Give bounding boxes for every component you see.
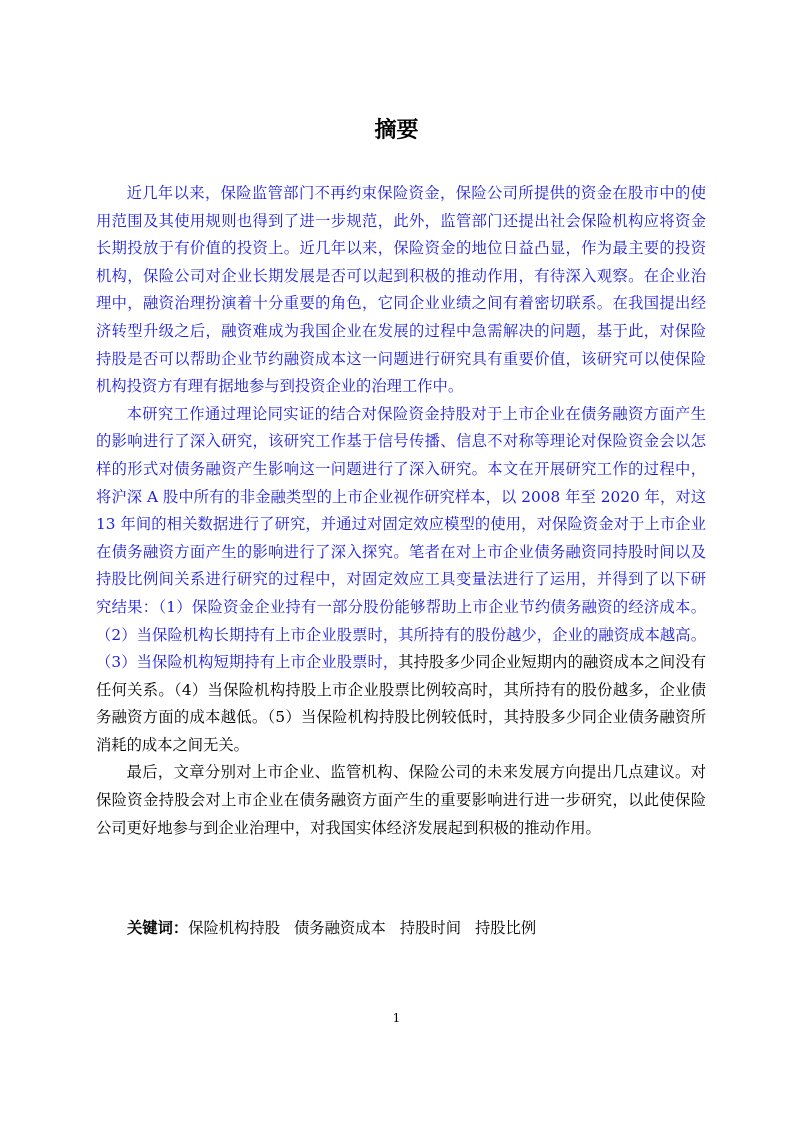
page-number: 1 [392,1011,401,1025]
abstract-body [96,180,706,842]
keyword-item: 持股时间 [399,919,461,937]
keywords-line [127,916,550,938]
paragraph-2-text-black: 其持股多少同企业短期内的融资成本之间没有任何关系。（4）当保险机构持股上市企业股票比例较高时，其所持有的股份越多，企业债务融资方面的成本越低。（5）当保险机构持股比例较低时，其持股多少同企业债务融资所消耗的成本之间无关。 [96,653,706,754]
paragraph-1 [96,180,706,401]
keyword-item: 债务融资成本 [294,919,386,937]
paragraph-3 [96,759,706,842]
page-title: 摘要 [374,118,419,143]
keyword-item: 持股比例 [475,919,537,937]
keywords-label: 关键词： [127,919,189,937]
paragraph-2-text-blue: 本研究工作通过理论同实证的结合对保险资金持股对于上市企业在债务融资方面产生的影响进行了深入研究，该研究工作基于信号传播、信息不对称等理论对保险资金会以怎样的形式对债务融资产生影响这一问题进行了深入研究。本文在开展研究工作的过程中，将沪深 A 股中所有的非金融类型的上市企业视作研究样本，以 2008 年至 2020 年，对这 13 年间的相关数据进行了研究，并通过对固定效应模型的使用，对保险资金对于上市企业在债务融资方面产生的影响进行了深入探究。笔者在对上市企业债务融资同持股时间以及持股比例间关系进行研究的过程中，对固定效应工具变量法进行了运用，并得到了以下研究结果：（1）保险资金企业持有一部分股份能够帮助上市企业节约债务融资的经济成本。（2）当保险机构长期持有上市企业股票时，其所持有的股份越少，企业的融资成本越高。（3）当保险机构短期持有上市企业股票时， [96,404,706,672]
paragraph-2 [96,401,706,760]
keyword-item: 保险机构持股 [188,919,280,937]
paragraph-3-text: 最后，文章分别对上市企业、监管机构、保险公司的未来发展方向提出几点建议。对保险资金持股会对上市企业在债务融资方面产生的重要影响进行进一步研究，以此使保险公司更好地参与到企业治理中，对我国实体经济发展起到积极的推动作用。 [96,763,706,837]
paragraph-1-text: 近几年以来，保险监管部门不再约束保险资金，保险公司所提供的资金在股市中的使用范围及其使用规则也得到了进一步规范，此外，监管部门还提出社会保险机构应将资金长期投放于有价值的投资上。近几年以来，保险资金的地位日益凸显，作为最主要的投资机构，保险公司对企业长期发展是否可以起到积极的推动作用，有待深入观察。在企业治理中，融资治理扮演着十分重要的角色，它同企业业绩之间有着密切联系。在我国提出经济转型升级之后，融资难成为我国企业在发展的过程中急需解决的问题，基于此，对保险持股是否可以帮助企业节约融资成本这一问题进行研究具有重要价值，该研究可以使保险机构投资方有理有据地参与到投资企业的治理工作中。 [96,184,706,396]
